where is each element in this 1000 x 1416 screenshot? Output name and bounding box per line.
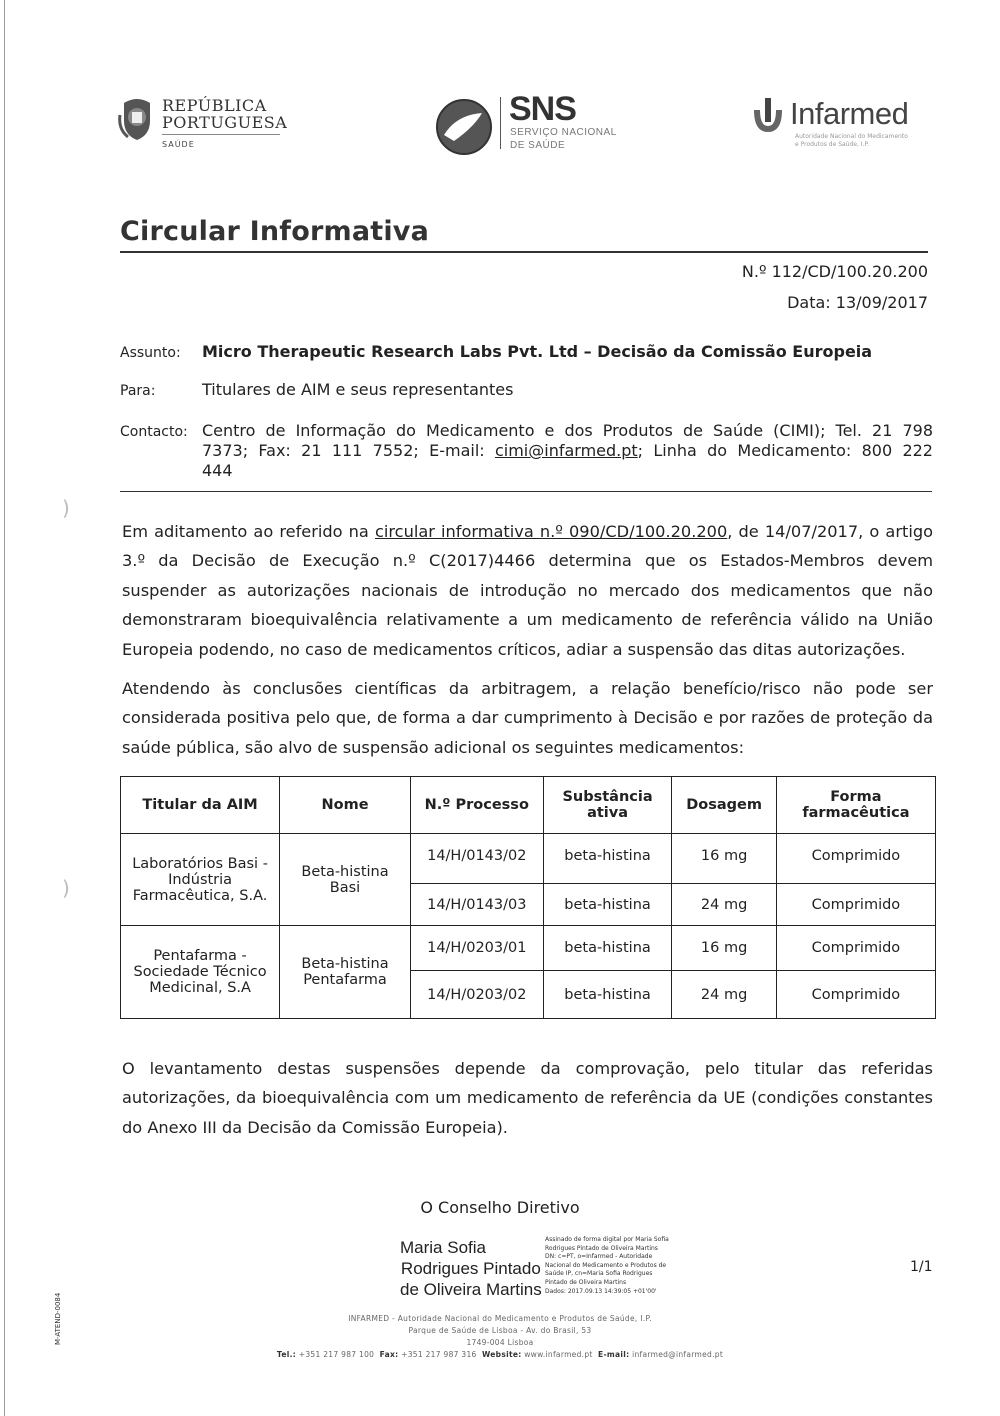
assunto-label: Assunto: <box>120 345 181 361</box>
cell-dosagem: 16 mg <box>672 926 776 971</box>
cell-titular: Pentafarma - Sociedade Técnico Medicinal, S.A <box>121 926 280 1019</box>
page-number: 1/1 <box>910 1259 933 1275</box>
document-title: Circular Informativa <box>120 216 430 247</box>
cell-substancia: beta-histina <box>543 834 672 884</box>
republica-sub-label: SAÚDE <box>162 140 195 149</box>
header-dosagem: Dosagem <box>672 777 776 834</box>
footer-email-link[interactable]: infarmed@infarmed.pt <box>632 1350 724 1359</box>
title-rule <box>120 251 928 253</box>
cell-substancia: beta-histina <box>543 926 672 971</box>
republica-portuguesa-label: REPÚBLICA PORTUGUESA <box>162 96 288 132</box>
para-value: Titulares de AIM e seus representantes <box>202 380 514 399</box>
paragraph-3: O levantamento destas suspensões depende da comprovação, pelo titular das referidas autorizações, da bioequivalência com um medicamento de referência da UE (condições constantes do Anexo III da Decisão da Comissão Europeia). <box>122 1059 933 1137</box>
cell-titular: Laboratórios Basi - Indústria Farmacêutica, S.A. <box>121 834 280 926</box>
cell-substancia: beta-histina <box>543 971 672 1019</box>
header-rule <box>120 491 932 492</box>
footer-contacts: Tel.: +351 217 987 100 Fax: +351 217 987 316 Website: www.infarmed.pt E-mail: infarmed@infarmed.pt <box>276 1350 724 1359</box>
sns-divider <box>500 97 501 149</box>
footer-line-1: INFARMED - Autoridade Nacional do Medicamento e Produtos de Saúde, I.P. <box>348 1314 652 1323</box>
sns-sub-label: SERVIÇO NACIONAL DE SAÚDE <box>510 127 617 151</box>
signer-name: Maria Sofia Rodrigues Pintado de Oliveira Martins <box>400 1238 542 1299</box>
cell-dosagem: 24 mg <box>672 971 776 1019</box>
cell-dosagem: 24 mg <box>672 884 776 926</box>
circular-date: Data: 13/09/2017 <box>787 293 928 312</box>
side-document-code: M-ATEND-0084 <box>54 1292 62 1345</box>
coat-of-arms-icon <box>118 95 156 141</box>
header-processo: N.º Processo <box>410 777 543 834</box>
header-forma: Forma farmacêutica <box>776 777 935 834</box>
website-link[interactable]: www.infarmed.pt <box>524 1350 593 1359</box>
sns-logo-icon <box>434 97 494 157</box>
cell-forma: Comprimido <box>776 834 935 884</box>
circular-number: N.º 112/CD/100.20.200 <box>741 262 928 281</box>
footer-line-3: 1749-004 Lisboa <box>466 1338 534 1347</box>
paragraph-1: Em aditamento ao referido na circular informativa n.º 090/CD/100.20.200, de 14/07/2017, o artigo 3.º da Decisão de Execução n.º C(2017)4466 determina que os Estados-Membros devem suspender as autorizações nacionais de introdução no mercado dos medicamentos que não demonstraram bioequivalência relativamente a um medicamento de referência válido na União Europeia podendo, no caso de medicamentos críticos, adiar a suspensão das ditas autorizações. <box>122 522 934 659</box>
cimi-email-link[interactable]: cimi@infarmed.pt <box>494 441 638 460</box>
paragraph-2: Atendendo às conclusões científicas da arbitragem, a relação benefício/risco não pode ser considerada positiva pelo que, de forma a dar cumprimento à Decisão e por razões de proteção da saúde pública, são alvo de suspensão adicional os seguintes medicamentos: <box>122 679 933 757</box>
contacto-value: Centro de Informação do Medicamento e dos Produtos de Saúde (CIMI); Tel. 21 798 7373; Fax: 21 111 7552; E-mail: cimi@infarmed.pt; Linha do Medicamento: 800 222 444 <box>202 421 933 480</box>
cell-forma: Comprimido <box>776 926 935 971</box>
republica-rule <box>162 134 280 135</box>
cell-processo: 14/H/0203/02 <box>410 971 543 1019</box>
para-label: Para: <box>120 383 156 399</box>
table-header-row <box>121 777 936 834</box>
council-label: O Conselho Diretivo <box>420 1198 580 1217</box>
footer-line-2: Parque de Saúde de Lisboa - Av. do Brasil, 53 <box>408 1326 592 1335</box>
header-titular: Titular da AIM <box>121 777 280 834</box>
infarmed-sub-label: Autoridade Nacional do Medicamento e Produtos de Saúde, I.P. <box>795 133 908 148</box>
circular-link[interactable]: circular informativa n.º 090/CD/100.20.200 <box>374 522 728 541</box>
cell-substancia: beta-histina <box>543 884 672 926</box>
header-nome: Nome <box>280 777 411 834</box>
sns-title: SNS <box>509 90 576 128</box>
cell-nome: Beta-histina Basi <box>280 834 411 926</box>
table-row <box>121 926 936 971</box>
medicines-table <box>120 776 936 1019</box>
scan-mark: ) <box>62 496 70 520</box>
cell-forma: Comprimido <box>776 884 935 926</box>
scan-mark: ) <box>62 876 70 900</box>
cell-processo: 14/H/0143/03 <box>410 884 543 926</box>
infarmed-title: Infarmed <box>790 96 909 131</box>
digital-signature-info: Assinado de forma digital por Maria Sofia Rodrigues Pintado de Oliveira Martins DN: c=PT, o=Infarmed - Autoridade Nacional do Medicamento e Produtos de Saúde IP, cn=Maria Sofia Rodrigues Pintado de Oliveira Martins Dados: 2017.09.13 14:39:05 +01'00' <box>545 1236 669 1295</box>
cell-nome: Beta-histina Pentafarma <box>280 926 411 1019</box>
assunto-value: Micro Therapeutic Research Labs Pvt. Ltd – Decisão da Comissão Europeia <box>202 342 873 361</box>
contacto-label: Contacto: <box>120 424 188 440</box>
table-row <box>121 834 936 884</box>
cell-dosagem: 16 mg <box>672 834 776 884</box>
cell-processo: 14/H/0203/01 <box>410 926 543 971</box>
infarmed-logo-icon <box>750 96 786 136</box>
cell-processo: 14/H/0143/02 <box>410 834 543 884</box>
cell-forma: Comprimido <box>776 971 935 1019</box>
header-substancia: Substância ativa <box>543 777 672 834</box>
